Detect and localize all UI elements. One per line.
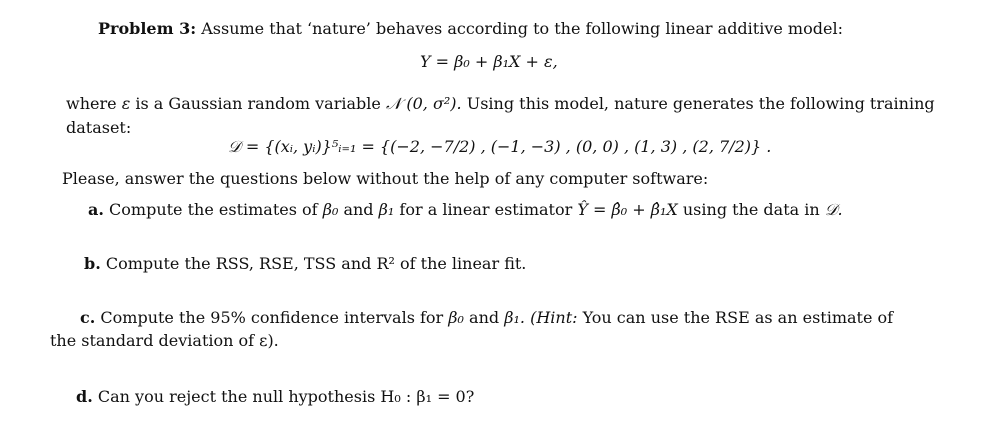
question-a-dataset: 𝒟. [824,200,843,219]
question-c [80,308,893,328]
question-c-text-1: Compute the 95% confidence intervals for [100,308,444,327]
question-b [84,254,526,274]
question-c-continuation: the standard deviation of ε). [50,331,279,350]
question-a-label: a. [88,200,104,219]
question-a-and: and [343,200,374,219]
question-a [88,200,843,220]
where-text-c: Using this model, nature generates the following training [466,94,935,113]
normal-distribution: 𝒩 (0, σ²). [385,94,462,113]
question-c-hint-label: (Hint: [530,308,578,327]
problem-intro: Assume that ‘nature’ behaves according to the following linear additive model: [201,19,843,38]
question-b-label: b. [84,254,101,273]
question-c-and: and [469,308,500,327]
question-c-beta1: β₁. [504,308,525,327]
question-d-text: Can you reject the null hypothesis H₀ : β₁ = 0? [97,387,475,406]
dataset-label: dataset: [66,118,132,137]
question-a-beta1: β₁ [378,200,395,219]
question-a-estimator: Ŷ = β̂₀ + β̂₁X [577,200,678,219]
dataset-equation: 𝒟 = {(xᵢ, yᵢ)}⁵ᵢ₌₁ = {(−2, −7/2) , (−1, −3) , (0, 0) , (1, 3) , (2, 7/2)} . [228,137,772,156]
where-text-b: is a Gaussian random variable [135,94,381,113]
problem-heading: Problem 3: [98,19,197,38]
question-c-text-2: You can use the RSE as an estimate of [582,308,894,327]
where-line [66,94,935,114]
question-a-text-2: for a linear estimator [399,200,573,219]
instructions: Please, answer the questions below without the help of any computer software: [62,169,709,188]
question-d [76,387,474,407]
where-epsilon: ε [121,94,131,113]
question-b-text: Compute the RSS, RSE, TSS and R² of the linear fit. [105,254,527,273]
model-equation: Y = β₀ + β₁X + ε, [420,52,558,71]
question-a-text-3: using the data in [682,200,820,219]
question-c-label: c. [80,308,96,327]
question-d-label: d. [76,387,93,406]
question-c-beta0: β₀ [448,308,464,327]
problem-intro-line [98,19,843,39]
question-a-text-1: Compute the estimates of [109,200,318,219]
question-a-beta0: β₀ [322,200,339,219]
where-text-a: where [66,94,117,113]
